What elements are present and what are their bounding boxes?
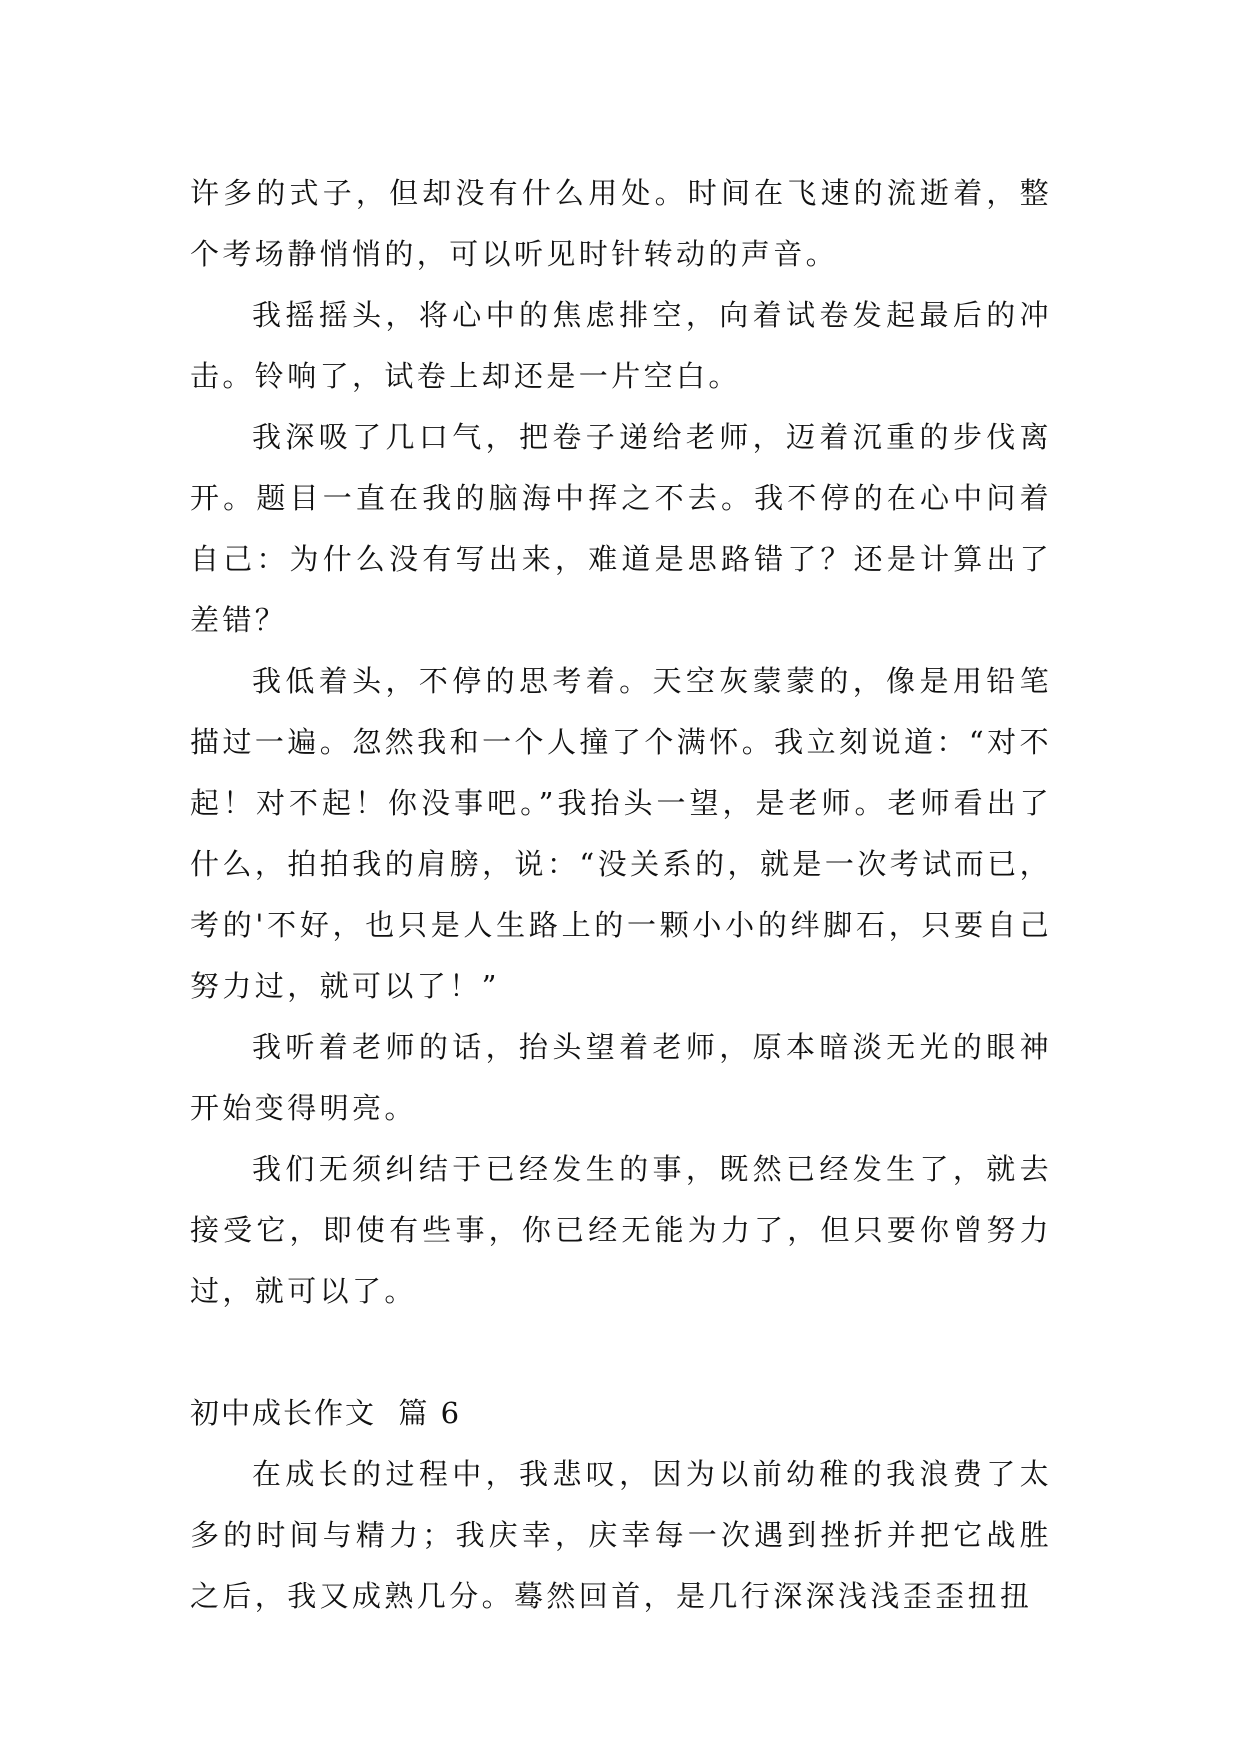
paragraph-3: 我深吸了几口气，把卷子递给老师，迈着沉重的步伐离开。题目一直在我的脑海中挥之不去。我不停的在心中问着自己：为什么没有写出来，难道是思路错了？还是计算出了差错？: [190, 420, 1052, 637]
paragraph-2: 我摇摇头，将心中的焦虑排空，向着试卷发起最后的冲击。铃响了，试卷上却还是一片空白。: [190, 298, 1052, 393]
paragraph-7: 在成长的过程中，我悲叹，因为以前幼稚的我浪费了太多的时间与精力；我庆幸，庆幸每一次遇到挫折并把它战胜之后，我又成熟几分。蓦然回首，是几行深深浅浅歪歪扭扭: [190, 1457, 1052, 1613]
document-body: [190, 163, 1052, 1627]
paragraph-6: 我们无须纠结于已经发生的事，既然已经发生了，就去接受它，即使有些事，你已经无能为力了，但只要你曾努力过，就可以了。: [190, 1152, 1052, 1308]
paragraph-5: 我听着老师的话，抬头望着老师，原本暗淡无光的眼神开始变得明亮。: [190, 1030, 1052, 1125]
section-heading: 初中成长作文 篇 6: [190, 1396, 462, 1430]
paragraph-1: 许多的式子，但却没有什么用处。时间在飞速的流逝着，整个考场静悄悄的，可以听见时针转动的声音。: [190, 176, 1052, 271]
paragraph-4: 我低着头，不停的思考着。天空灰蒙蒙的，像是用铅笔描过一遍。忽然我和一个人撞了个满怀。我立刻说道：“对不起！对不起！你没事吧。”我抬头一望，是老师。老师看出了什么，拍拍我的肩膀，说：“没关系的，就是一次考试而已，考的'不好，也只是人生路上的一颗小小的绊脚石，只要自己努力过，就可以了！”: [190, 664, 1052, 1003]
